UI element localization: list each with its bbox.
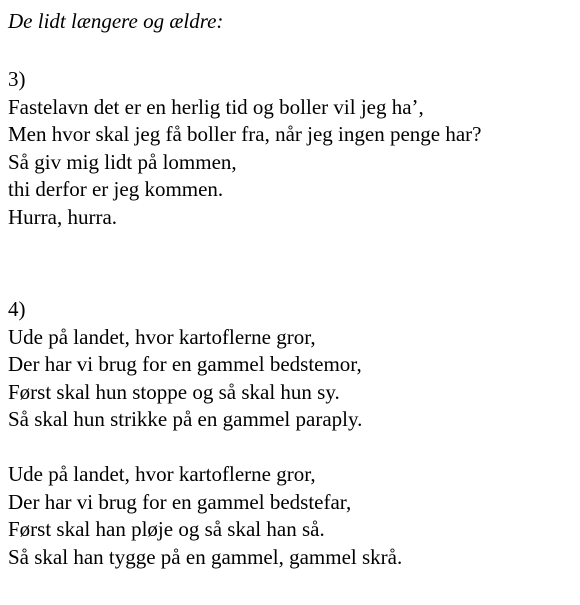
verse-line: Men hvor skal jeg få boller fra, når jeg ingen penge har? xyxy=(8,122,482,146)
verse-4 xyxy=(8,296,362,434)
verse-line: Så skal hun strikke på en gammel paraply. xyxy=(8,407,363,431)
verse-number: 3) xyxy=(8,67,26,91)
verse-line: Først skal hun stoppe og så skal hun sy. xyxy=(8,379,340,404)
verse-line: Så giv mig lidt på lommen, xyxy=(8,149,237,174)
verse-4-stanza-2 xyxy=(8,461,402,571)
verse-line: Ude på landet, hvor kartoflerne gror, xyxy=(8,324,316,349)
verse-line: Hurra, hurra. xyxy=(8,204,118,229)
verse-line: Der har vi brug for en gammel bedstemor, xyxy=(8,352,362,376)
verse-line: thi derfor er jeg kommen. xyxy=(8,177,224,201)
verse-3 xyxy=(8,66,481,231)
verse-line: Der har vi brug for en gammel bedstefar, xyxy=(8,489,352,514)
verse-line: Ude på landet, hvor kartoflerne gror, xyxy=(8,462,316,486)
verse-line: Så skal han tygge på en gammel, gammel skrå. xyxy=(8,544,403,569)
verse-number: 4) xyxy=(8,297,26,321)
section-heading: De lidt længere og ældre: xyxy=(8,9,224,33)
verse-line: Først skal han pløje og så skal han så. xyxy=(8,517,325,541)
verse-line: Fastelavn det er en herlig tid og boller vil jeg ha’, xyxy=(8,94,424,119)
